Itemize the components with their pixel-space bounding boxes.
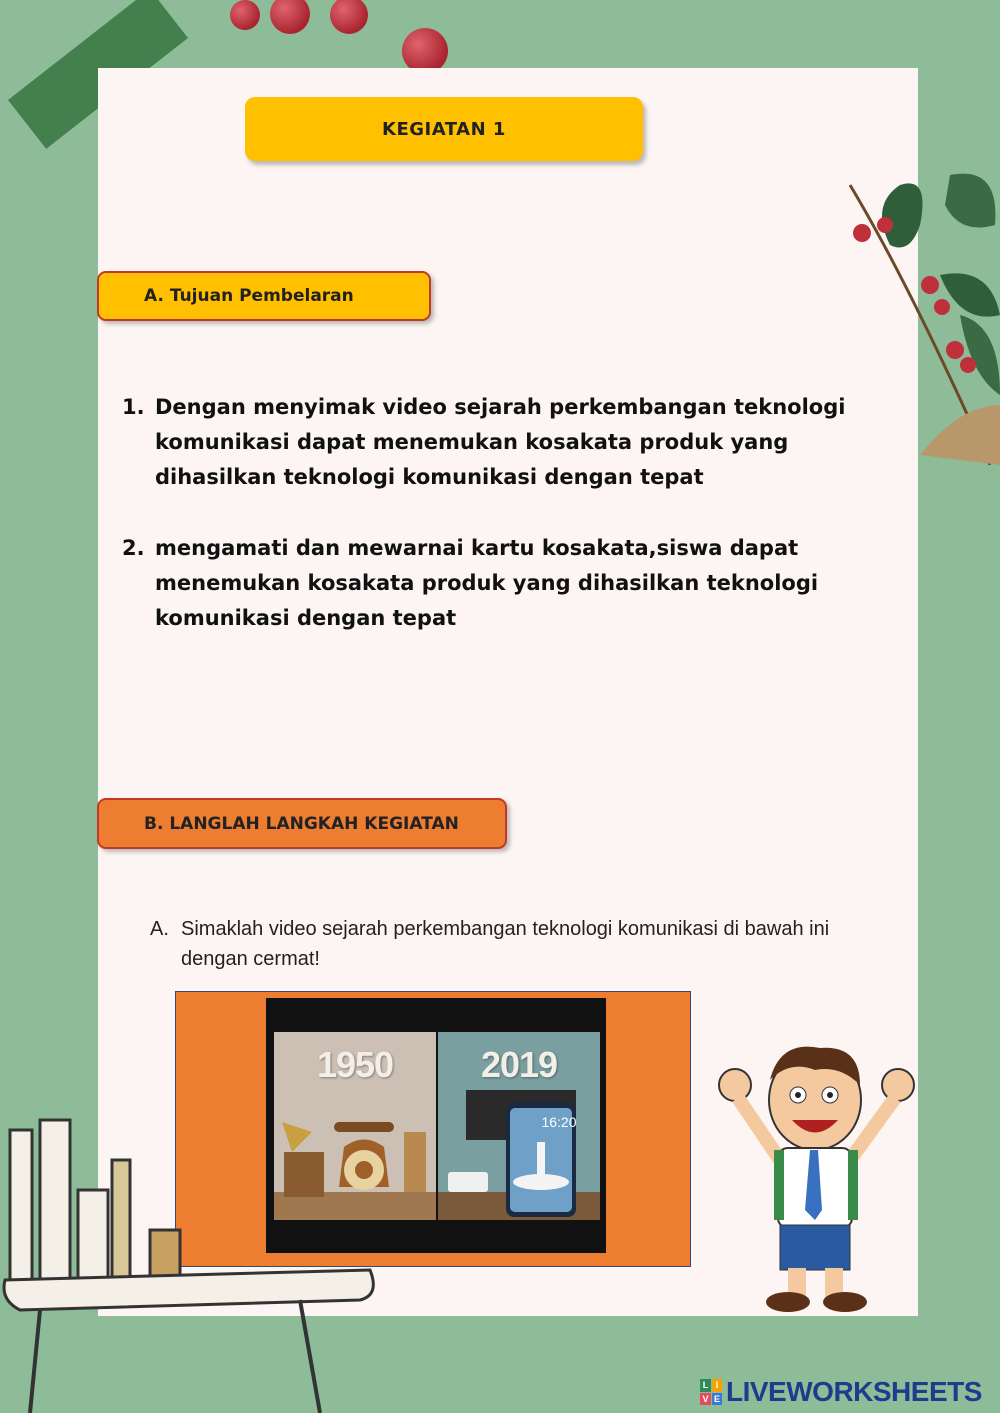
goal-number: 1. — [122, 395, 145, 419]
video-panel-2019 — [438, 1032, 600, 1220]
goal-text: Dengan menyimak video sejarah perkembangan teknologi komunikasi dapat menemukan kosakata produk yang dihasilkan teknologi komunikasi dengan tepat — [155, 395, 846, 489]
cartoon-student-illustration — [710, 1040, 920, 1320]
berry-decoration — [330, 0, 368, 34]
step-number: A. — [150, 918, 169, 940]
year-label: 1950 — [316, 1044, 394, 1085]
list-item — [122, 390, 872, 495]
learning-goals-list — [122, 390, 872, 672]
berry-decoration — [230, 0, 260, 30]
step-text: Simaklah video sejarah perkembangan teknologi komunikasi di bawah ini dengan cermat! — [181, 918, 830, 970]
list-item — [122, 531, 872, 636]
liveworksheets-logo[interactable] — [700, 1376, 982, 1408]
goal-text: mengamati dan mewarnai kartu kosakata,siswa dapat menemukan kosakata produk yang dihasilkan teknologi komunikasi dengan tepat — [155, 536, 819, 630]
phone-time: 16:20 — [541, 1114, 577, 1130]
bookshelf-decoration — [0, 1100, 380, 1413]
section-a-header — [97, 271, 431, 321]
berry-decoration — [270, 0, 310, 34]
page-title: KEGIATAN 1 — [245, 97, 643, 161]
section-a-title: A. Tujuan Pembelaran — [144, 286, 354, 306]
logo-badge-icon: L I V E — [700, 1379, 722, 1405]
section-b-title: B. LANGLAH LANGKAH KEGIATAN — [144, 813, 459, 834]
activity-step — [150, 914, 870, 974]
goal-number: 2. — [122, 536, 145, 560]
section-b-header — [97, 798, 507, 849]
logo-text: LIVEWORKSHEETS — [726, 1376, 982, 1407]
year-label: 2019 — [480, 1044, 558, 1085]
